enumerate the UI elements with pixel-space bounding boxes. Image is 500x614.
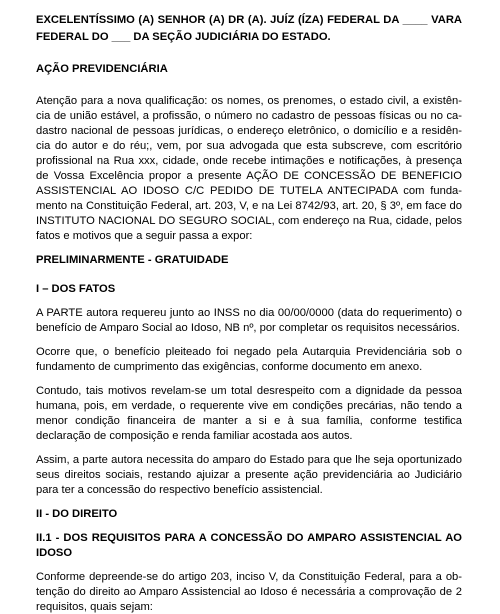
paragraph-line: seus direitos sociais, restando ajuizar a presente ação previdenciária ao Judiciário xyxy=(36,469,462,481)
intro-line: fatos e motivos que a seguir passa a expor: xyxy=(36,230,253,242)
paragraph-line: menor condição financeira de manter a si e à sua família, conforme testifica xyxy=(36,415,462,427)
intro-line: profissional na Rua xxx, cidade, onde recebe intimações e notificações, à presença xyxy=(36,155,462,167)
paragraph-line: benefício de Amparo Social ao Idoso, NB nº, por completar os requisitos necessários. xyxy=(36,322,460,334)
paragraph-line: humana, pois, em verdade, o requerente vive em condições precárias, não tendo a xyxy=(36,400,462,412)
header-line-1: EXCELENTÍSSIMO (A) SENHOR (A) DR (A). JUÍZ (ÍZA) FEDERAL DA ____ VARA xyxy=(36,14,462,26)
intro-line: dastro nacional de pessoas jurídicas, o endereço eletrônico, o domicílio e a residên- xyxy=(36,125,462,137)
intro-line: cia de união estável, a profissão, o número no cadastro de pessoas físicas ou no ca- xyxy=(36,110,462,122)
section-heading-fatos: I – DOS FATOS xyxy=(36,283,116,295)
intro-line: cia do autor e do réu;, vem, por sua advogada que esta subscreve, com escritório xyxy=(36,140,462,152)
paragraph-line: Contudo, tais motivos revelam-se um total desrespeito com a dignidade da pessoa xyxy=(36,385,462,397)
header-line-2: FEDERAL DO ___ DA SEÇÃO JUDICIÁRIA DO ESTADO. xyxy=(36,31,331,43)
section-heading-direito: II - DO DIREITO xyxy=(36,508,118,520)
subsection-heading-line: II.1 - DOS REQUISITOS PARA A CONCESSÃO DO AMPARO ASSISTENCIAL AO xyxy=(36,532,462,544)
section-heading-preliminar: PRELIMINARMENTE - GRATUIDADE xyxy=(36,254,229,266)
intro-line: mento na Constituição Federal, art. 203, V, e na Lei 8742/93, art. 20, § 3º, em face do xyxy=(36,200,462,212)
paragraph-line: fundamento de cumprimento das exigências, conforme documento em anexo. xyxy=(36,361,423,373)
paragraph-line: A PARTE autora requereu junto ao INSS no dia 00/00/0000 (data do requerimento) o xyxy=(36,307,462,319)
paragraph-line: Ocorre que, o benefício pleiteado foi negado pela Autarquia Previdenciária sob o xyxy=(36,346,462,358)
paragraph-line: Assim, a parte autora necessita do amparo do Estado para que lhe seja oportunizado xyxy=(36,454,462,466)
intro-line: de Vossa Excelência propor a presente AÇÃO DE CONCESSÃO DE BENEFICIO xyxy=(36,170,462,182)
action-title: AÇÃO PREVIDENCIÁRIA xyxy=(36,63,168,75)
paragraph-line: requisitos, quais sejam: xyxy=(36,601,153,613)
intro-line: INSTITUTO NACIONAL DO SEGURO SOCIAL, com endereço na Rua, cidade, pelos xyxy=(36,215,462,227)
paragraph-line: para ter a concessão do respectivo benefício assistencial. xyxy=(36,484,323,496)
paragraph-line: tenção do direito ao Amparo Assistencial ao Idoso é necessária a comprovação de 2 xyxy=(36,586,462,598)
intro-line: ASSISTENCIAL AO IDOSO C/C PEDIDO DE TUTELA ANTECIPADA com funda- xyxy=(36,185,462,197)
paragraph-line: declaração de composição e renda familiar acostada aos autos. xyxy=(36,430,353,442)
subsection-heading-line: IDOSO xyxy=(36,547,73,559)
paragraph-line: Conforme depreende-se do artigo 203, inciso V, da Constituição Federal, para a ob- xyxy=(36,571,462,583)
intro-line: Atenção para a nova qualificação: os nomes, os prenomes, o estado civil, a existên- xyxy=(36,95,462,107)
